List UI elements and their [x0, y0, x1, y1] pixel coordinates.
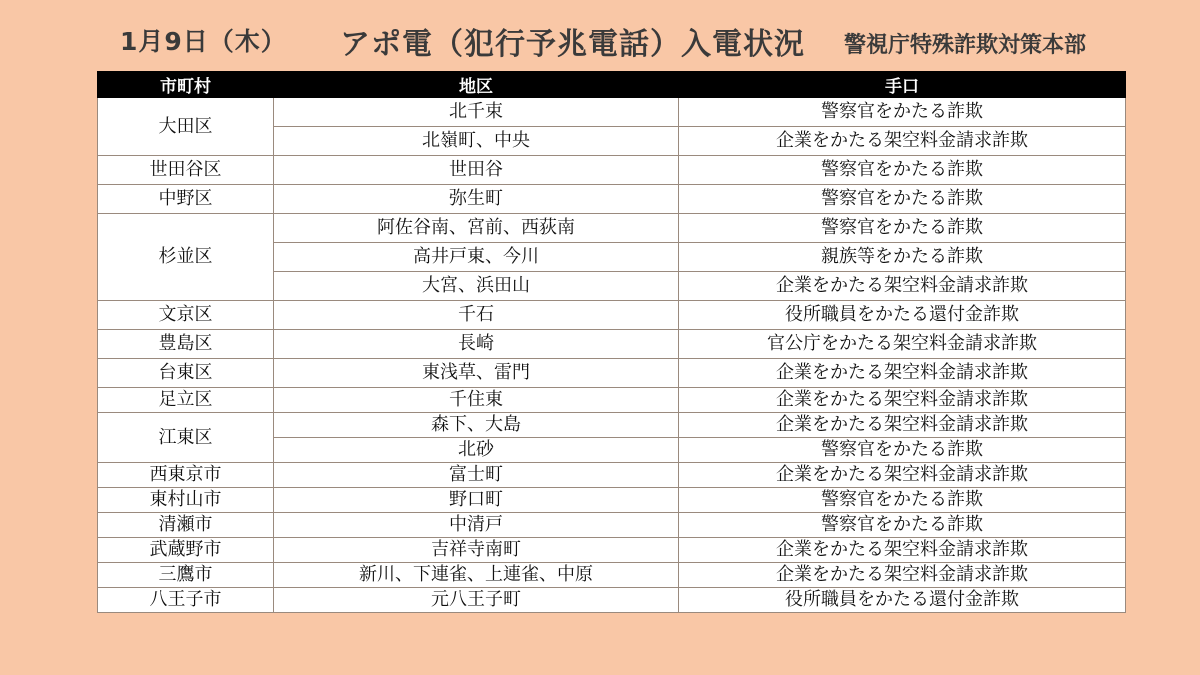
table-row [98, 98, 1126, 127]
method-cell: 企業をかたる架空料金請求詐欺 [679, 359, 1126, 388]
city-cell: 八王子市 [98, 588, 274, 613]
method-cell: 警察官をかたる詐欺 [679, 438, 1126, 463]
method-cell: 役所職員をかたる還付金詐欺 [679, 588, 1126, 613]
area-cell: 東浅草、雷門 [274, 359, 679, 388]
table-row [98, 513, 1126, 538]
table-row [98, 388, 1126, 413]
method-cell: 警察官をかたる詐欺 [679, 488, 1126, 513]
table-row [98, 538, 1126, 563]
method-cell: 警察官をかたる詐欺 [679, 156, 1126, 185]
column-header-method: 手口 [679, 72, 1126, 98]
page-title: アポ電（犯行予兆電話）入電状況 [340, 27, 805, 62]
table-row [98, 214, 1126, 243]
method-cell: 企業をかたる架空料金請求詐欺 [679, 388, 1126, 413]
method-cell: 企業をかたる架空料金請求詐欺 [679, 127, 1126, 156]
city-cell: 足立区 [98, 388, 274, 413]
area-cell: 富士町 [274, 463, 679, 488]
area-cell: 長崎 [274, 330, 679, 359]
area-cell: 弥生町 [274, 185, 679, 214]
method-cell: 役所職員をかたる還付金詐欺 [679, 301, 1126, 330]
method-cell: 警察官をかたる詐欺 [679, 513, 1126, 538]
report-date: 1月9日（木） [120, 27, 287, 56]
method-cell: 官公庁をかたる架空料金請求詐欺 [679, 330, 1126, 359]
city-cell: 杉並区 [98, 214, 274, 301]
header [0, 0, 1200, 70]
area-cell: 北千束 [274, 98, 679, 127]
method-cell: 警察官をかたる詐欺 [679, 98, 1126, 127]
area-cell: 中清戸 [274, 513, 679, 538]
city-cell: 中野区 [98, 185, 274, 214]
city-cell: 東村山市 [98, 488, 274, 513]
method-cell: 企業をかたる架空料金請求詐欺 [679, 538, 1126, 563]
table-body [98, 98, 1126, 613]
method-cell: 警察官をかたる詐欺 [679, 214, 1126, 243]
city-cell: 武蔵野市 [98, 538, 274, 563]
incident-table [97, 71, 1126, 613]
city-cell: 世田谷区 [98, 156, 274, 185]
table-row [98, 563, 1126, 588]
area-cell: 高井戸東、今川 [274, 243, 679, 272]
column-header-area: 地区 [274, 72, 679, 98]
area-cell: 元八王子町 [274, 588, 679, 613]
city-cell: 三鷹市 [98, 563, 274, 588]
city-cell: 豊島区 [98, 330, 274, 359]
table-row [98, 330, 1126, 359]
city-cell: 江東区 [98, 413, 274, 463]
table-row [98, 588, 1126, 613]
table-row [98, 463, 1126, 488]
organization-name: 警視庁特殊詐欺対策本部 [844, 33, 1087, 58]
area-cell: 世田谷 [274, 156, 679, 185]
city-cell: 文京区 [98, 301, 274, 330]
area-cell: 森下、大島 [274, 413, 679, 438]
area-cell: 北嶺町、中央 [274, 127, 679, 156]
method-cell: 親族等をかたる詐欺 [679, 243, 1126, 272]
method-cell: 警察官をかたる詐欺 [679, 185, 1126, 214]
table-row [98, 156, 1126, 185]
table-header-row [98, 72, 1126, 98]
table-row [98, 359, 1126, 388]
table-row [98, 488, 1126, 513]
method-cell: 企業をかたる架空料金請求詐欺 [679, 413, 1126, 438]
area-cell: 千住東 [274, 388, 679, 413]
method-cell: 企業をかたる架空料金請求詐欺 [679, 272, 1126, 301]
table-row [98, 413, 1126, 438]
area-cell: 大宮、浜田山 [274, 272, 679, 301]
column-header-city: 市町村 [98, 72, 274, 98]
area-cell: 野口町 [274, 488, 679, 513]
area-cell: 阿佐谷南、宮前、西荻南 [274, 214, 679, 243]
table-row [98, 185, 1126, 214]
method-cell: 企業をかたる架空料金請求詐欺 [679, 463, 1126, 488]
method-cell: 企業をかたる架空料金請求詐欺 [679, 563, 1126, 588]
area-cell: 千石 [274, 301, 679, 330]
area-cell: 北砂 [274, 438, 679, 463]
area-cell: 新川、下連雀、上連雀、中原 [274, 563, 679, 588]
city-cell: 大田区 [98, 98, 274, 156]
city-cell: 清瀬市 [98, 513, 274, 538]
city-cell: 西東京市 [98, 463, 274, 488]
city-cell: 台東区 [98, 359, 274, 388]
table-row [98, 301, 1126, 330]
area-cell: 吉祥寺南町 [274, 538, 679, 563]
